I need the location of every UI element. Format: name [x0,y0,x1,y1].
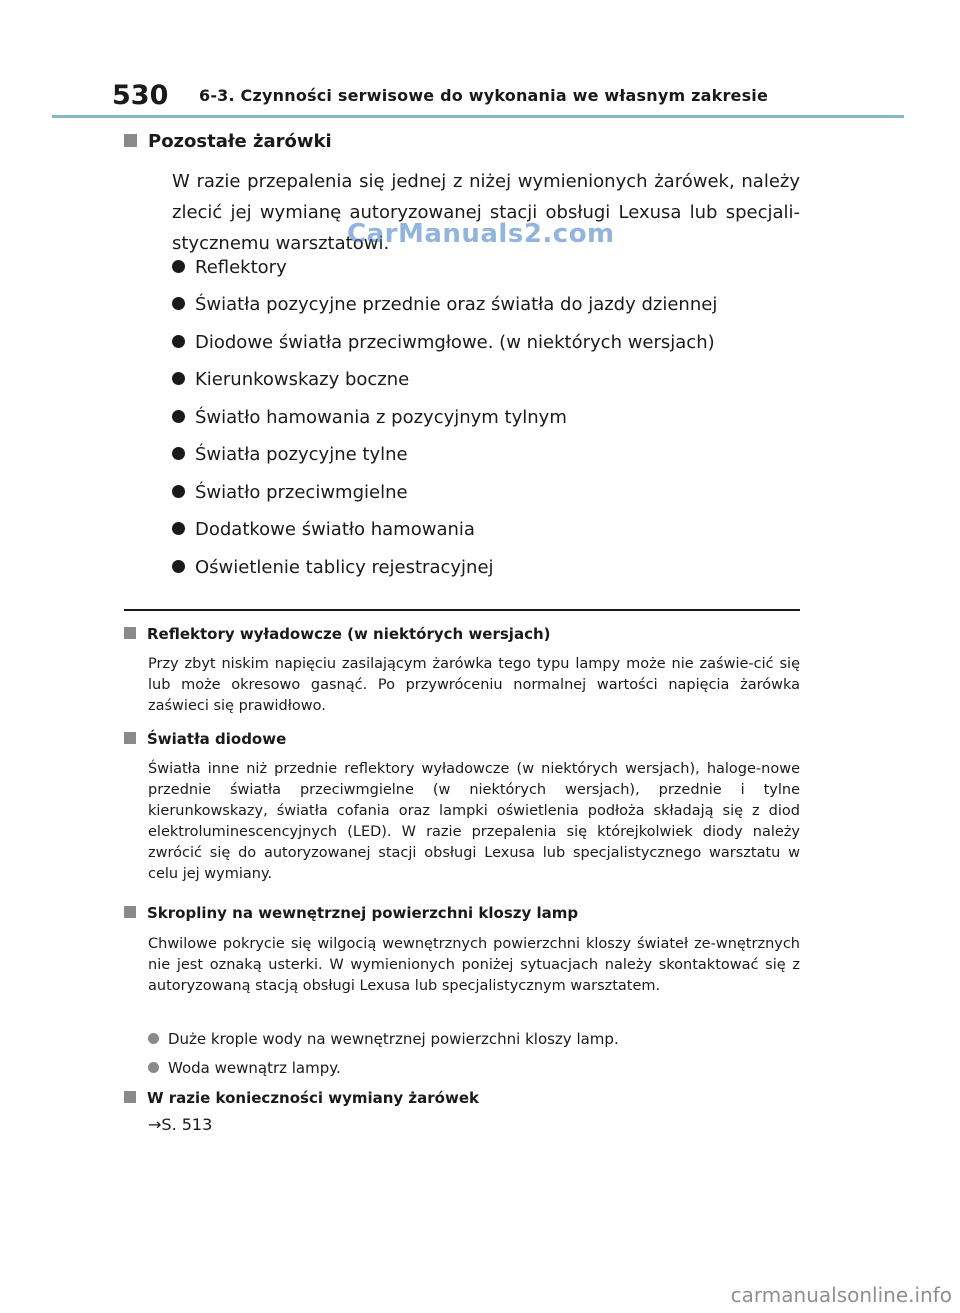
main-heading-text: Pozostałe żarówki [148,131,332,152]
square-bullet-icon [124,1091,136,1103]
bullet-dot-icon [172,335,185,348]
note-heading: Reflektory wyładowcze (w niektórych wersjach) [124,625,551,643]
list-item: Światło hamowania z pozycyjnym tylnym [172,407,567,428]
header-rule [52,115,904,118]
page-number: 530 [112,80,169,111]
section-divider [124,609,800,611]
bullet-dot-icon [172,260,185,273]
list-item: Światła pozycyjne przednie oraz światła do jazdy dziennej [172,294,717,315]
bullet-dot-icon [148,1033,159,1044]
bullet-dot-icon [172,372,185,385]
section-title: 6-3. Czynności serwisowe do wykonania we własnym zakresie [199,86,769,105]
note-heading: Światła diodowe [124,730,286,748]
list-item: Diodowe światła przeciwmgłowe. (w niektórych wersjach) [172,332,715,353]
bullet-dot-icon [172,522,185,535]
page-reference-link[interactable]: →S. 513 [148,1115,213,1134]
list-item: Światło przeciwmgielne [172,482,408,503]
list-item: Oświetlenie tablicy rejestracyjnej [172,557,494,578]
note-text: Światła inne niż przednie reflektory wyładowcze (w niektórych wersjach), haloge-nowe przednie światła przeciwmgielne (w niektórych wersjach), przednie i tylne kierunkowskazy, światła cofania oraz lampki oświetlenia podłoża składają się z diod elektroluminescencyjnych (LED). W razie przepalenia się którejkolwiek diody należy zwrócić się do autoryzowanej stacji obsługi Lexusa lub specjalistycznego warsztatu w celu jej wymiany. [148,761,800,882]
list-item: Kierunkowskazy boczne [172,369,409,390]
main-heading [124,131,332,152]
bullet-dot-icon [172,447,185,460]
note-heading: W razie konieczności wymiany żarówek [124,1089,479,1107]
note-text: Przy zbyt niskim napięciu zasilającym żarówka tego typu lampy może nie zaświe-cić się lub może okresowo gasnąć. Po przywróceniu normalnej wartości napięcia żarówka zaświeci się prawidłowo. [148,656,800,714]
square-bullet-icon [124,732,136,744]
bullet-dot-icon [172,560,185,573]
watermark-logo: CarManuals2.com [347,219,615,249]
footer-watermark: carmanualsonline.info [730,1283,952,1307]
bullet-dot-icon [148,1062,159,1073]
note-list-item: Duże krople wody na wewnętrznej powierzchni kloszy lamp. [148,1030,619,1048]
square-bullet-icon [124,134,137,147]
note-list-item: Woda wewnątrz lampy. [148,1059,341,1077]
note-text: Chwilowe pokrycie się wilgocią wewnętrznych powierzchni kloszy świateł ze-wnętrznych nie jest oznaką usterki. W wymienionych poniżej sytuacjach należy skontaktować się z autoryzowaną stacją obsługi Lexusa lub specjalistycznym warsztatem. [148,936,800,994]
bullet-dot-icon [172,410,185,423]
list-item: Dodatkowe światło hamowania [172,519,475,540]
intro-paragraph: W razie przepalenia się jednej z niżej wymienionych żarówek, należy zlecić jej wymianę autoryzowanej stacji obsługi Lexusa lub specjali-stycznemu warsztatowi. [172,171,800,254]
note-heading: Skropliny na wewnętrznej powierzchni kloszy lamp [124,904,578,922]
bullet-dot-icon [172,485,185,498]
square-bullet-icon [124,627,136,639]
square-bullet-icon [124,906,136,918]
list-item: Światła pozycyjne tylne [172,444,408,465]
bullet-dot-icon [172,297,185,310]
list-item: Reflektory [172,257,287,278]
